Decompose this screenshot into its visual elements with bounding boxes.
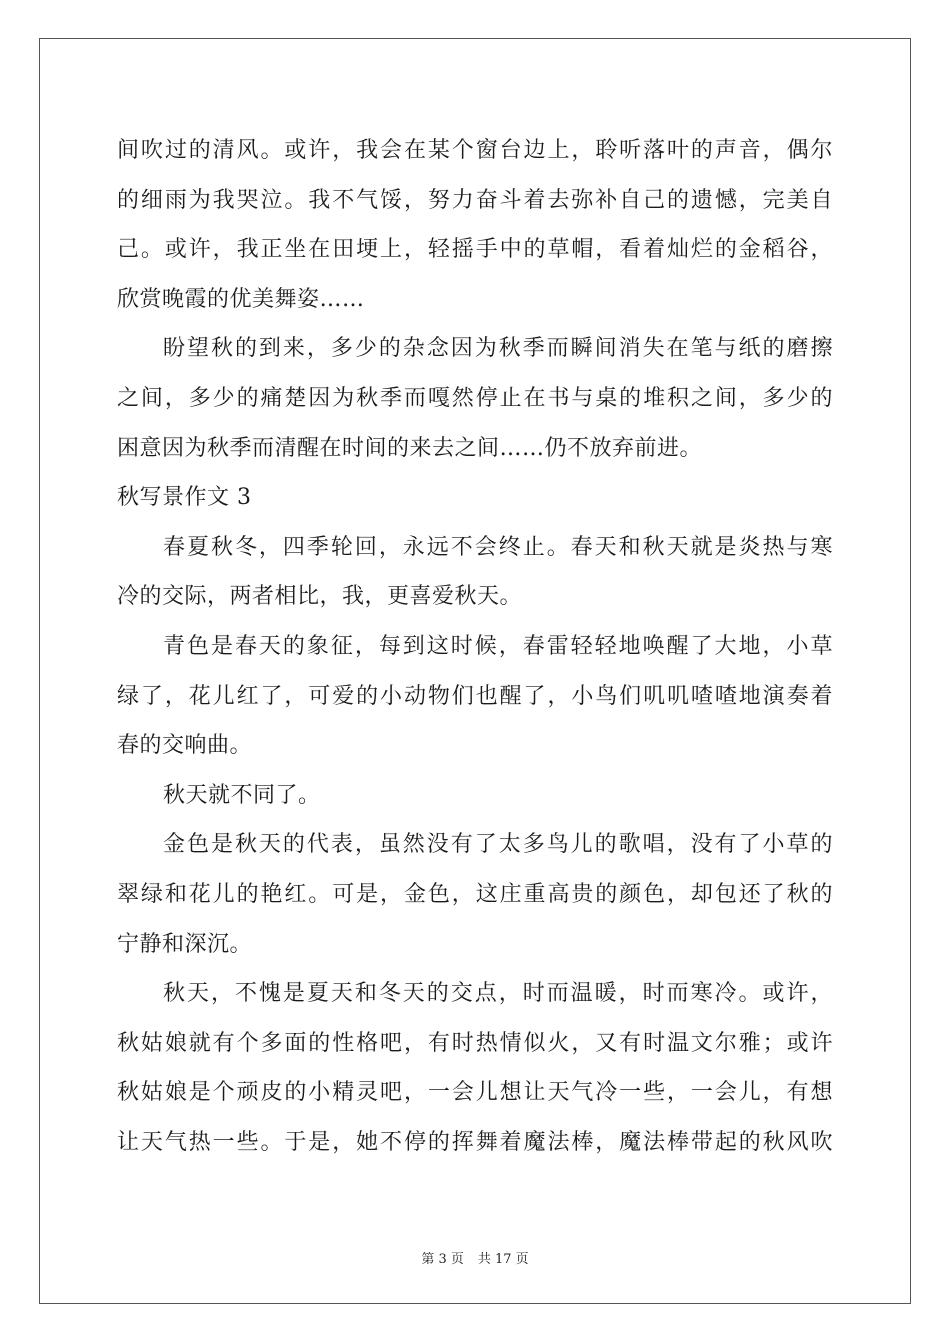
paragraph-line: 翠绿和花儿的艳红。可是，金色，这庄重高贵的颜色，却包还了秋的 (117, 881, 833, 907)
paragraph-line: 的细雨为我哭泣。我不气馁，努力奋斗着去弥补自己的遗憾，完美自 (117, 187, 833, 213)
paragraph-line: 秋姑娘是个顽皮的小精灵吧，一会儿想让天气冷一些，一会儿，有想 (117, 1080, 833, 1106)
section-heading: 秋写景作文 3 (117, 485, 252, 511)
document-body (117, 126, 833, 1167)
paragraph-line: 之间，多少的痛楚因为秋季而嘎然停止在书与桌的堆积之间，多少的 (117, 385, 833, 411)
paragraph-line: 绿了，花儿红了，可爱的小动物们也醒了，小鸟们叽叽喳喳地演奏着 (117, 683, 833, 709)
paragraph-line: 春的交响曲。 (117, 733, 253, 759)
paragraph-line: 盼望秋的到来，多少的杂念因为秋季而瞬间消失在笔与纸的磨擦 (163, 336, 833, 362)
page-number: 第 3 页 (421, 1252, 464, 1267)
paragraph-line: 宁静和深沉。 (117, 931, 253, 957)
page-footer (0, 1248, 950, 1267)
paragraph-line: 青色是春天的象征，每到这时候，春雷轻轻地唤醒了大地，小草 (163, 633, 833, 659)
paragraph-line: 金色是秋天的代表，虽然没有了太多鸟儿的歌唱，没有了小草的 (163, 832, 833, 858)
paragraph-line: 秋天，不愧是夏天和冬天的交点，时而温暖，时而寒冷。或许， (163, 981, 833, 1007)
paragraph-line: 秋姑娘就有个多面的性格吧，有时热情似火，又有时温文尔雅；或许 (117, 1030, 833, 1056)
paragraph-line: 冷的交际，两者相比，我，更喜爱秋天。 (117, 584, 523, 610)
paragraph-line: 秋天就不同了。 (163, 782, 321, 808)
paragraph-line: 让天气热一些。于是，她不停的挥舞着魔法棒，魔法棒带起的秋风吹 (117, 1129, 833, 1155)
paragraph-line: 己。或许，我正坐在田埂上，轻摇手中的草帽，看着灿烂的金稻谷， (117, 237, 833, 263)
paragraph-line: 困意因为秋季而清醒在时间的来去之间……仍不放弃前进。 (117, 435, 703, 461)
paragraph-line: 春夏秋冬，四季轮回，永远不会终止。春天和秋天就是炎热与寒 (163, 534, 833, 560)
page-total: 共 17 页 (477, 1252, 529, 1267)
paragraph-line: 欣赏晚霞的优美舞姿…… (117, 286, 365, 312)
paragraph-line: 间吹过的清风。或许，我会在某个窗台边上，聆听落叶的声音，偶尔 (117, 138, 833, 163)
